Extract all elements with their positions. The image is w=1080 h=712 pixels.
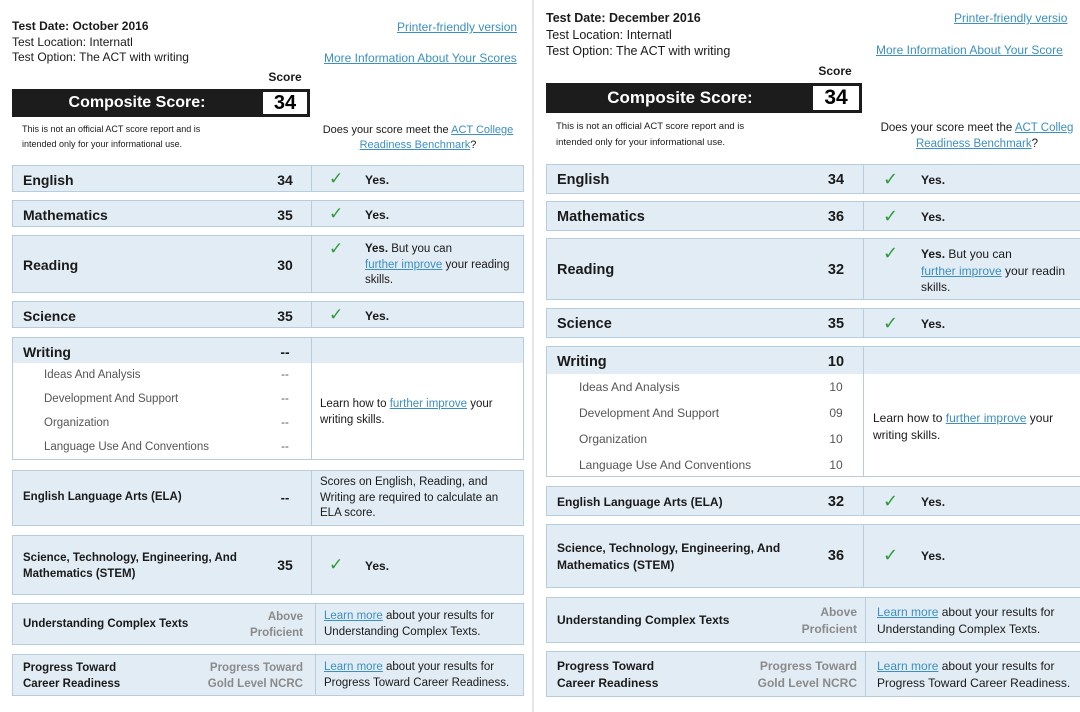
science-row	[12, 301, 524, 328]
writing-domain-score: --	[281, 369, 289, 381]
further-improve-link[interactable]: further improve	[921, 263, 1002, 278]
subject-name: Mathematics	[557, 209, 645, 225]
composite-score-bar	[546, 83, 862, 113]
subject-score: 35	[827, 316, 845, 332]
checkmark-icon: ✓	[329, 555, 344, 574]
indicator-name: Understanding Complex Texts	[557, 613, 730, 627]
test-option: Test Option: The ACT with writing	[546, 44, 731, 58]
writing-domain: Organization	[44, 417, 110, 429]
benchmark-status: Yes.	[365, 173, 390, 187]
complex-texts-info: Learn more about your results for Understanding Complex Texts.	[877, 605, 1055, 636]
ela-note: Scores on English, Reading, and Writing are required to calculate an ELA score.	[320, 476, 499, 519]
test-info	[12, 19, 189, 66]
more-info-link[interactable]: More Information About Your Score	[876, 43, 1063, 57]
test-location: Test Location: Internatl	[12, 34, 133, 49]
composite-score-bar	[12, 89, 310, 117]
career-readiness-row	[546, 651, 1080, 697]
checkmark-icon: ✓	[883, 243, 899, 263]
subject-name: Science, Technology, Engineering, And Mathematics (STEM)	[557, 541, 781, 572]
writing-domain: Language Use And Conventions	[579, 458, 752, 472]
reading-row	[546, 238, 1080, 300]
indicator-level: Progress Toward Gold Level NCRC	[207, 662, 303, 690]
reading-row	[12, 235, 524, 293]
subject-name: Science	[557, 316, 612, 332]
benchmark-status: Yes.	[921, 210, 946, 224]
learn-more-link[interactable]: Learn more	[324, 610, 383, 622]
composite-label: Composite Score:	[68, 94, 206, 111]
checkmark-icon: ✓	[329, 169, 344, 188]
subject-name: Science	[23, 308, 76, 324]
indicator-name: Understanding Complex Texts	[23, 618, 189, 630]
complex-texts-row	[12, 603, 524, 645]
indicator-name: Progress Toward Career Readiness	[557, 659, 659, 690]
subject-score: --	[280, 344, 290, 360]
subject-score: 32	[827, 494, 845, 510]
writing-domain-score: 09	[829, 406, 843, 420]
further-improve-link[interactable]: further improve	[389, 398, 468, 410]
writing-domain: Ideas And Analysis	[44, 369, 141, 381]
test-date: Test Date: December 2016	[546, 11, 701, 25]
benchmark-status: Yes.	[921, 317, 946, 331]
more-info-link[interactable]: More Information About Your Scores	[324, 51, 517, 65]
subject-score: 34	[277, 172, 293, 188]
printer-friendly-link[interactable]: Printer-friendly versio	[954, 11, 1068, 25]
benchmark-status: Yes.	[365, 208, 390, 222]
mathematics-row	[546, 201, 1080, 231]
subject-name: English	[557, 172, 610, 188]
writing-domain-score: 10	[829, 432, 843, 446]
unofficial-note: This is not an official ACT score report and is intended only for your informational use.	[22, 124, 201, 149]
learn-more-link[interactable]: Learn more	[324, 661, 383, 673]
writing-domain: Organization	[579, 432, 648, 446]
subject-name: Writing	[23, 344, 71, 360]
mathematics-row	[12, 200, 524, 227]
score-report-december	[534, 0, 1080, 712]
writing-advice: Learn how to further improve your writing skills.	[873, 411, 1054, 442]
ela-row	[546, 486, 1080, 516]
writing-row	[546, 346, 1080, 477]
benchmark-link-2[interactable]: Readiness Benchmark	[359, 139, 471, 151]
english-row	[12, 165, 524, 192]
writing-domain-score: --	[281, 393, 289, 405]
subject-name: English Language Arts (ELA)	[23, 491, 182, 503]
indicator-level: Progress Toward Gold Level NCRC	[757, 659, 857, 690]
writing-row	[12, 337, 524, 460]
subject-name: Writing	[557, 354, 607, 370]
writing-domain: Development And Support	[579, 406, 720, 420]
printer-friendly-link[interactable]: Printer-friendly version	[397, 20, 518, 34]
subject-score: 34	[827, 172, 845, 188]
writing-domain: Ideas And Analysis	[579, 380, 680, 394]
benchmark-question: Does your score meet the ACT Colleg Readiness Benchmark?	[880, 122, 1074, 150]
benchmark-link[interactable]: ACT College	[451, 124, 514, 136]
learn-more-link[interactable]: Learn more	[877, 659, 939, 673]
subject-score: --	[280, 490, 290, 505]
further-improve-link[interactable]: further improve	[365, 258, 443, 271]
benchmark-link[interactable]: ACT Colleg	[1014, 122, 1074, 134]
composite-score: 34	[262, 91, 308, 115]
writing-domain-score: --	[281, 417, 289, 429]
checkmark-icon: ✓	[329, 305, 344, 324]
subject-name: Reading	[557, 262, 615, 278]
test-option: Test Option: The ACT with writing	[12, 50, 189, 64]
writing-advice: Learn how to further improve your writing skills.	[320, 398, 493, 426]
english-row	[546, 164, 1080, 194]
score-column-header: Score	[818, 64, 852, 78]
writing-domain-score: --	[281, 441, 289, 453]
subject-score: 35	[277, 557, 293, 573]
subject-score: 36	[827, 548, 845, 564]
writing-domain-score: 10	[829, 380, 843, 394]
test-date: Test Date: October 2016	[12, 19, 149, 33]
ela-row	[12, 470, 524, 526]
stem-row	[12, 535, 524, 595]
further-improve-link[interactable]: further improve	[945, 411, 1027, 425]
subject-name: Mathematics	[23, 207, 108, 223]
benchmark-status: Yes.	[921, 495, 946, 509]
checkmark-icon: ✓	[883, 313, 899, 333]
indicator-level: Above Proficient	[249, 611, 303, 639]
score-column-header: Score	[268, 70, 302, 84]
career-readiness-row	[12, 654, 524, 696]
benchmark-status: Yes.	[365, 309, 390, 323]
benchmark-status: Yes.	[921, 549, 946, 563]
reading-advice: Yes. But you can further improve your readin skills.	[921, 247, 1066, 294]
writing-domain: Language Use And Conventions	[44, 441, 209, 453]
benchmark-status: Yes.	[921, 173, 946, 187]
subject-name: English	[23, 172, 74, 188]
checkmark-icon: ✓	[883, 169, 899, 189]
test-location: Test Location: Internatl	[546, 27, 672, 42]
career-info: Learn more about your results for Progress Toward Career Readiness.	[877, 659, 1071, 690]
benchmark-link-2[interactable]: Readiness Benchmark	[915, 138, 1032, 150]
subject-score: 32	[827, 262, 845, 278]
test-info	[546, 10, 730, 60]
checkmark-icon: ✓	[329, 204, 344, 223]
career-info: Learn more about your results for Progress Toward Career Readiness.	[324, 661, 510, 689]
composite-label: Composite Score:	[607, 88, 753, 107]
complex-texts-row	[546, 597, 1080, 643]
subject-score: 10	[827, 354, 845, 370]
checkmark-icon: ✓	[329, 239, 344, 258]
subject-score: 30	[277, 257, 293, 273]
subject-score: 35	[277, 308, 293, 324]
checkmark-icon: ✓	[883, 206, 899, 226]
subject-name: Science, Technology, Engineering, And Mathematics (STEM)	[23, 552, 237, 580]
indicator-level: Above Proficient	[801, 605, 857, 636]
writing-domain: Development And Support	[44, 393, 179, 405]
reading-advice: Yes. But you can further improve your reading skills.	[365, 243, 510, 286]
score-report-october	[0, 0, 532, 712]
subject-name: Reading	[23, 257, 79, 273]
checkmark-icon: ✓	[883, 545, 899, 565]
stem-row	[546, 524, 1080, 588]
learn-more-link[interactable]: Learn more	[877, 605, 939, 619]
benchmark-question: Does your score meet the ACT College Readiness Benchmark?	[322, 124, 514, 151]
composite-score: 34	[812, 85, 860, 111]
subject-score: 35	[277, 207, 293, 223]
subject-name: English Language Arts (ELA)	[557, 495, 723, 509]
benchmark-status: Yes.	[365, 559, 390, 573]
indicator-name: Progress Toward Career Readiness	[23, 662, 121, 690]
subject-score: 36	[827, 209, 845, 225]
complex-texts-info: Learn more about your results for Understanding Complex Texts.	[324, 610, 495, 638]
writing-domain-score: 10	[829, 458, 843, 472]
unofficial-note: This is not an official ACT score report and is intended only for your informational use.	[556, 121, 745, 148]
science-row	[546, 308, 1080, 338]
checkmark-icon: ✓	[883, 491, 899, 511]
